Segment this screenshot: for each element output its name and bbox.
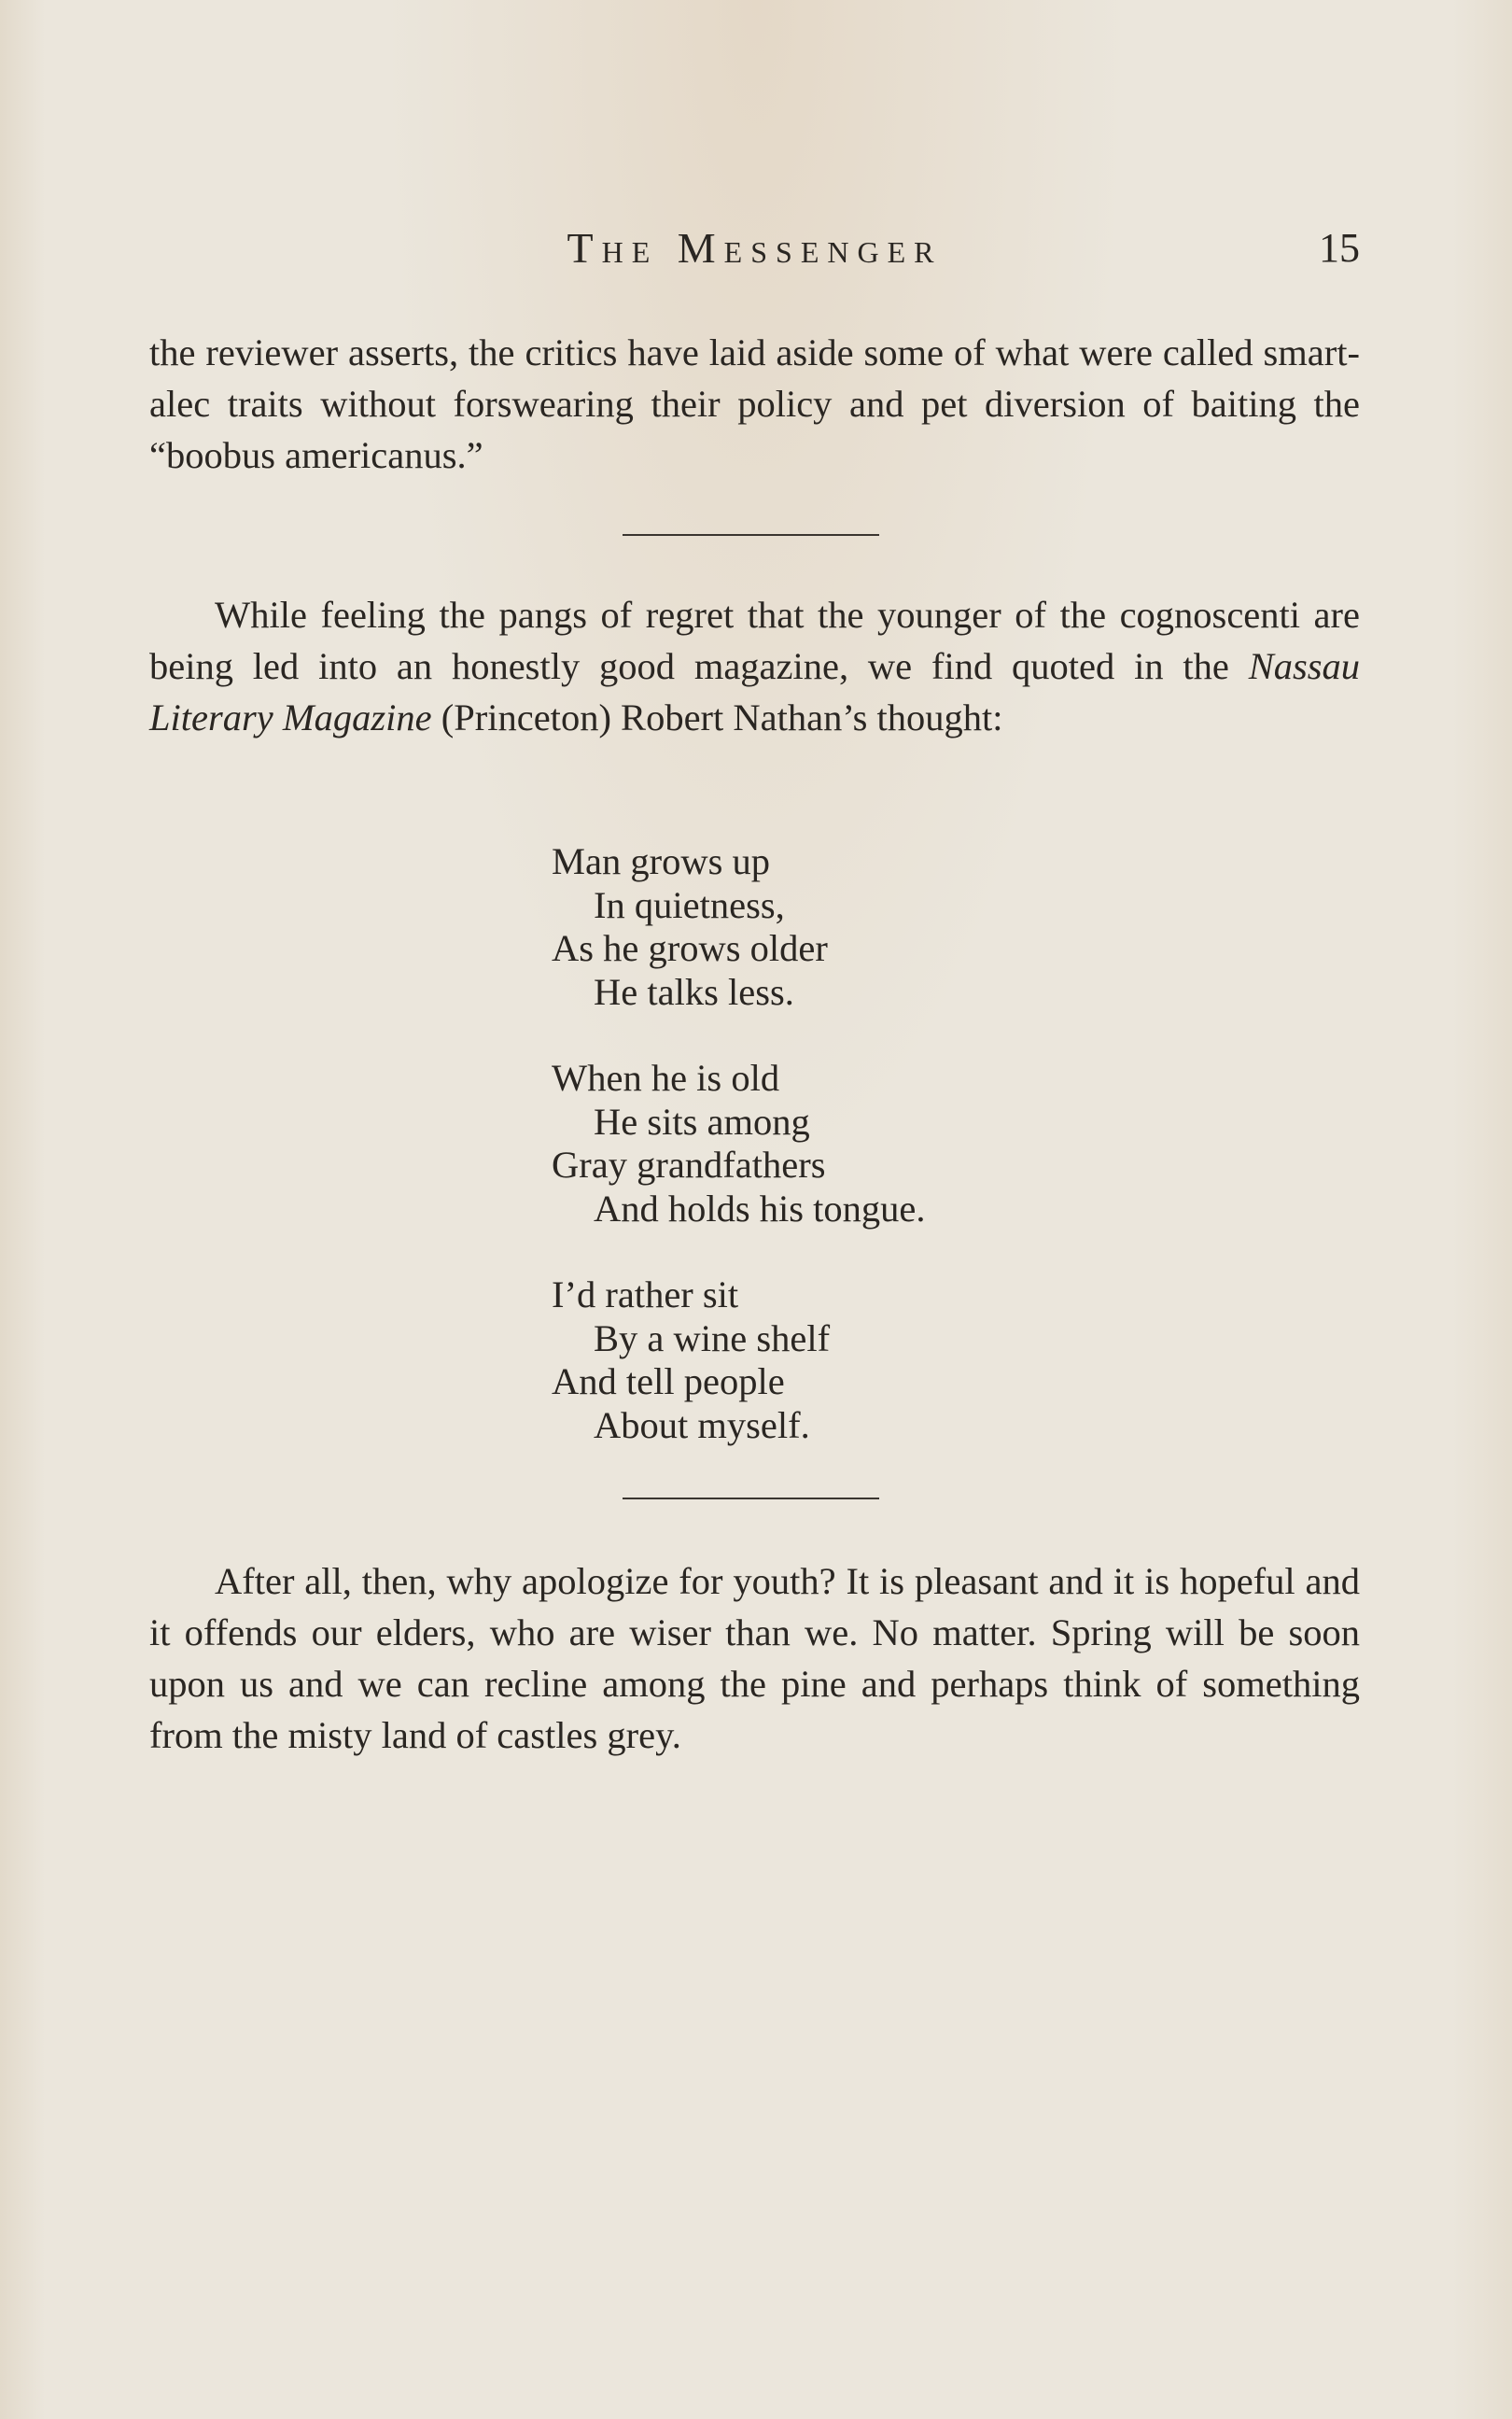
page-header — [149, 220, 1360, 276]
paragraph-text: (Princeton) Robert Nathan’s thought: — [431, 696, 1003, 738]
magazine-title: Nassau Literary Magazine — [149, 645, 1360, 738]
poem — [552, 840, 926, 1490]
poem-line: About myself. — [594, 1403, 810, 1446]
poem-line: I’d rather sit — [552, 1273, 739, 1315]
paragraph-closing: After all, then, why apologize for youth? It is pleasant and it is hopeful and it offends our elders, who are wiser than we. No matter. Spring will be soon upon us and we can recline among the pine and perhaps think of something from the misty land of castles grey. — [149, 1560, 1360, 1756]
poem-stanza — [552, 840, 926, 1014]
poem-line: Gray grandfathers — [552, 1144, 826, 1186]
poem-line: In quietness, — [594, 883, 785, 926]
poem-line: And tell people — [552, 1360, 785, 1402]
paragraph-continuation: the reviewer asserts, the critics have laid aside some of what were called smart-alec traits without forswearing their policy and pet diversion of baiting the “boobus americanus.” — [149, 331, 1360, 476]
running-title: The Messenger — [567, 224, 943, 272]
poem-line: He sits among — [594, 1100, 810, 1143]
section-divider — [623, 534, 879, 536]
poem-line: By a wine shelf — [594, 1316, 831, 1359]
poem-line: He talks less. — [594, 970, 794, 1013]
poem-line: And holds his tongue. — [594, 1187, 926, 1230]
poem-stanza — [552, 1057, 926, 1231]
section-divider — [623, 1498, 879, 1499]
poem-line: As he grows older — [552, 927, 828, 969]
paragraph-text: While feeling the pangs of regret that the younger of the cognoscenti are being led into an honestly good magazine, we find quoted in the — [149, 594, 1360, 687]
poem-line: When he is old — [552, 1057, 780, 1099]
poem-stanza — [552, 1273, 926, 1447]
page-number: 15 — [1319, 225, 1360, 271]
paragraph-quote-intro — [149, 589, 1360, 743]
poem-line: Man grows up — [552, 840, 770, 882]
